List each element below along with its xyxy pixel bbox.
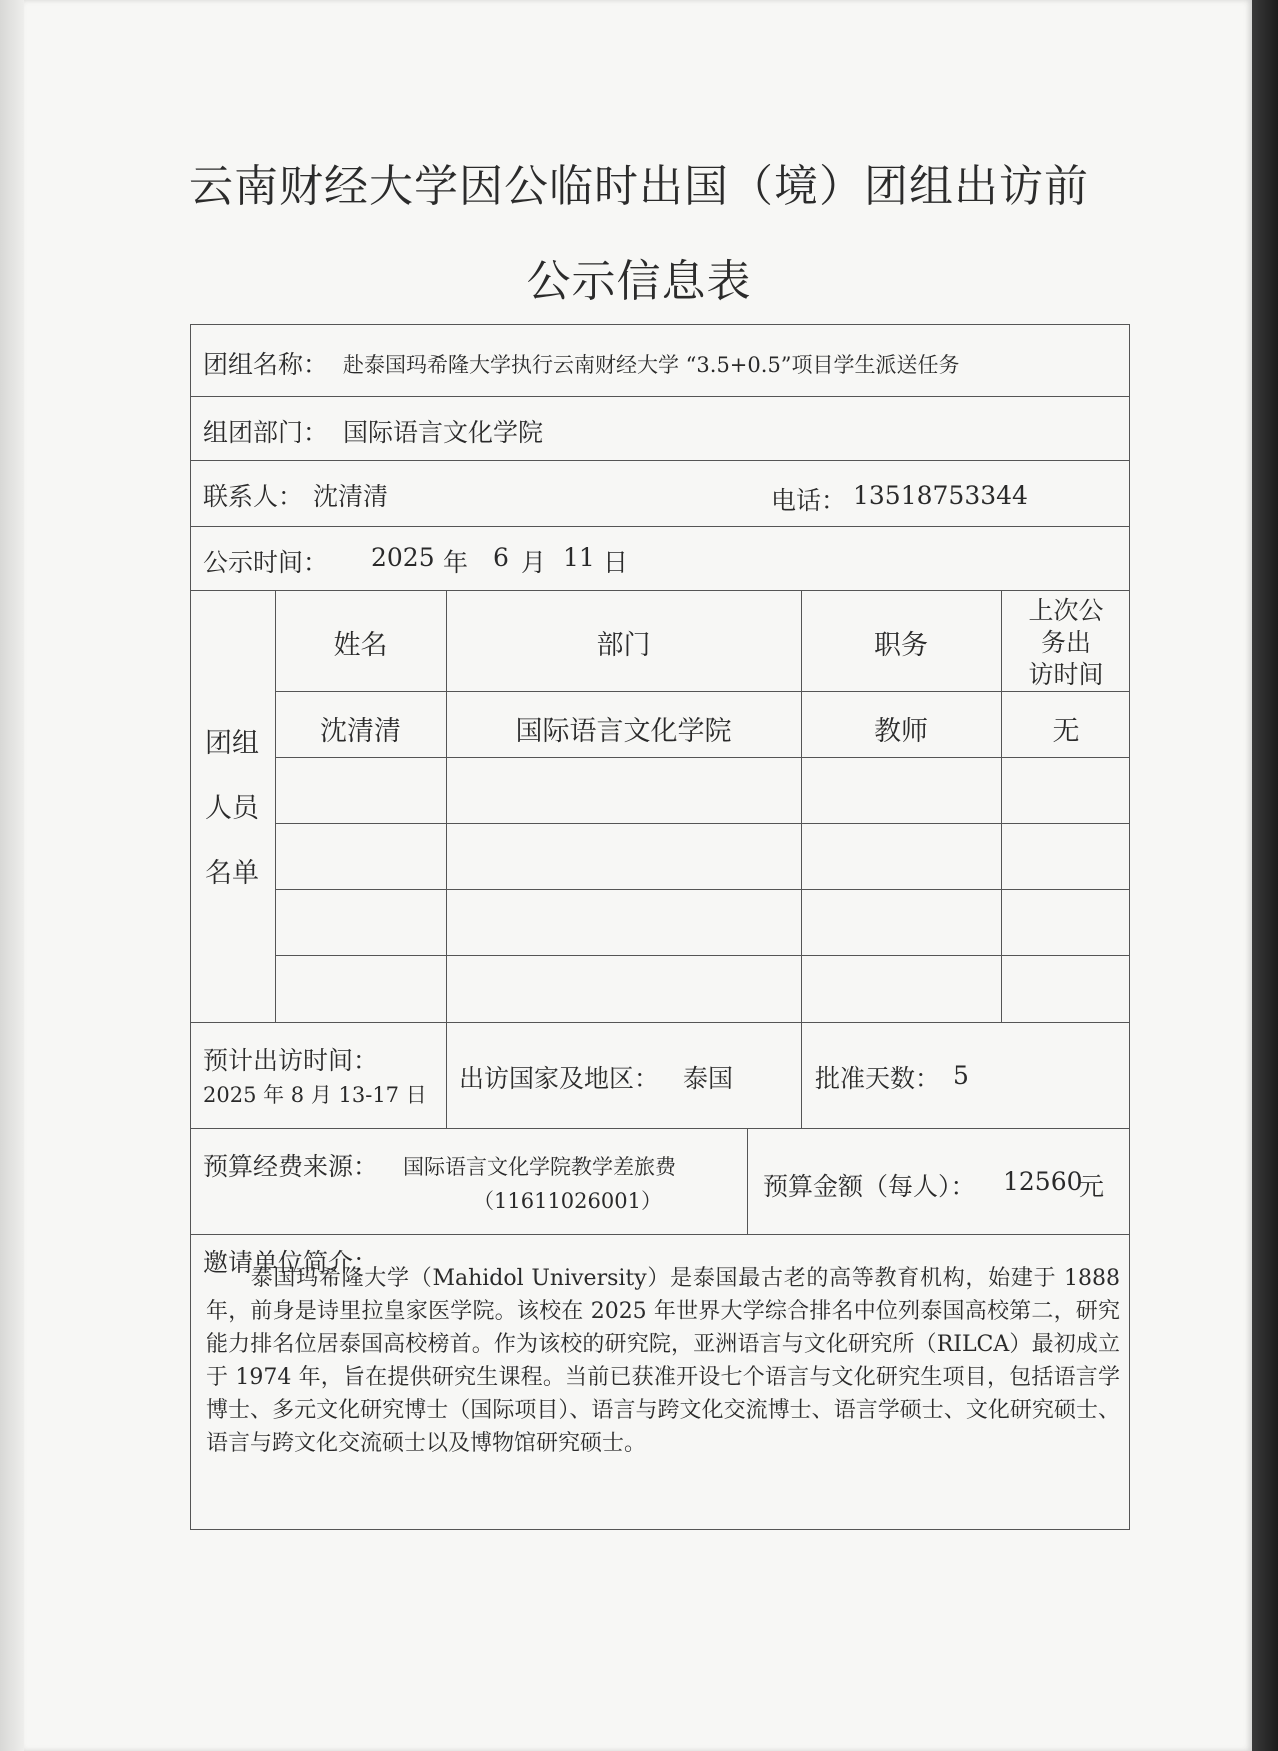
budget-source-label: 预算经费来源：	[203, 1152, 379, 1181]
document-title-line-1: 云南财经大学因公临时出国（境）团组出访前	[189, 161, 1089, 212]
header-department: 部门	[596, 630, 651, 661]
budget-amount-unit: 元	[1079, 1172, 1105, 1201]
members-side-label-3: 名单	[205, 858, 259, 889]
budget-row	[190, 1128, 1130, 1234]
trip-country-value: 泰国	[683, 1064, 734, 1093]
trip-row	[190, 1022, 1130, 1128]
contact-label: 联系人：	[203, 482, 304, 511]
publish-time-row	[190, 526, 1130, 590]
phone-label: 电话：	[771, 486, 847, 515]
budget-source-code: （11611026001）	[473, 1189, 662, 1213]
invitation-text	[206, 1262, 1120, 1460]
department-row	[190, 396, 1130, 460]
budget-amount-label: 预算金额（每人）：	[763, 1172, 976, 1201]
publish-day: 11	[563, 543, 595, 572]
header-last-trip-1: 上次公	[1028, 596, 1104, 625]
trip-country-label: 出访国家及地区：	[459, 1064, 660, 1093]
trip-divider-1	[446, 1023, 447, 1128]
publish-month: 6	[493, 543, 509, 572]
header-last-trip-2: 务出	[1040, 628, 1091, 657]
trip-time-value: 2025 年 8 月 13-17 日	[203, 1083, 427, 1107]
header-position: 职务	[874, 630, 928, 661]
header-name: 姓名	[333, 630, 388, 661]
group-name-row	[190, 324, 1130, 396]
group-name-value: 赴泰国玛希隆大学执行云南财经大学 “3.5+0.5”项目学生派送任务	[343, 353, 960, 377]
department-label: 组团部门：	[203, 418, 329, 447]
row-divider-4	[275, 889, 1130, 890]
publish-day-unit: 日	[603, 548, 629, 577]
invitation-label: 邀请单位简介：	[203, 1248, 379, 1277]
trip-time-label: 预计出访时间：	[203, 1046, 379, 1075]
members-side-label-1: 团组	[205, 728, 259, 759]
members-block	[190, 590, 1130, 1022]
publish-year-unit: 年	[443, 548, 469, 577]
contact-row	[190, 460, 1130, 526]
member-1-position: 教师	[874, 716, 928, 747]
invitation-text-body: 泰国玛希隆大学（Mahidol University）是泰国最古老的高等教育机构，始建于 1888 年，前身是诗里拉皇家医学院。该校在 2025 年世界大学综合排名中位列泰国高校第二，研究能力排名位居泰国高校榜首。作为该校的研究院，亚洲语言与文化研究所（RILCA）最初成立于 1974 年，旨在提供研究生课程。当前已获准开设七个语言与文化研究生项目，包括语言学博士、多元文化研究博士（国际项目）、语言与跨文化交流博士、语言学硕士、文化研究硕士、语言与跨文化交流硕士以及博物馆研究硕士。	[206, 1266, 1120, 1456]
row-divider-2	[275, 757, 1130, 758]
row-divider-5	[275, 955, 1130, 956]
budget-divider	[747, 1129, 748, 1234]
trip-divider-2	[801, 1023, 802, 1128]
trip-days-label: 批准天数：	[815, 1064, 941, 1093]
budget-source-value: 国际语言文化学院教学差旅费	[403, 1155, 676, 1179]
member-1-last-trip: 无	[1052, 716, 1080, 747]
phone-value: 13518753344	[853, 481, 1028, 510]
row-divider-3	[275, 823, 1130, 824]
publish-year: 2025	[371, 543, 435, 572]
group-name-label: 团组名称：	[203, 350, 329, 379]
publish-month-unit: 月	[521, 548, 547, 577]
member-1-name: 沈清清	[320, 716, 401, 747]
header-last-trip-3: 访时间	[1028, 660, 1104, 689]
member-1-department: 国际语言文化学院	[515, 716, 732, 747]
publish-time-label: 公示时间：	[203, 548, 329, 577]
document-title-line-2: 公示信息表	[526, 256, 752, 307]
trip-days-value: 5	[953, 1061, 969, 1090]
members-side-label-2: 人员	[205, 793, 259, 824]
row-divider-1	[275, 691, 1130, 692]
contact-value: 沈清清	[313, 482, 389, 511]
budget-amount-value: 12560	[1003, 1167, 1083, 1196]
department-value: 国际语言文化学院	[343, 418, 544, 447]
